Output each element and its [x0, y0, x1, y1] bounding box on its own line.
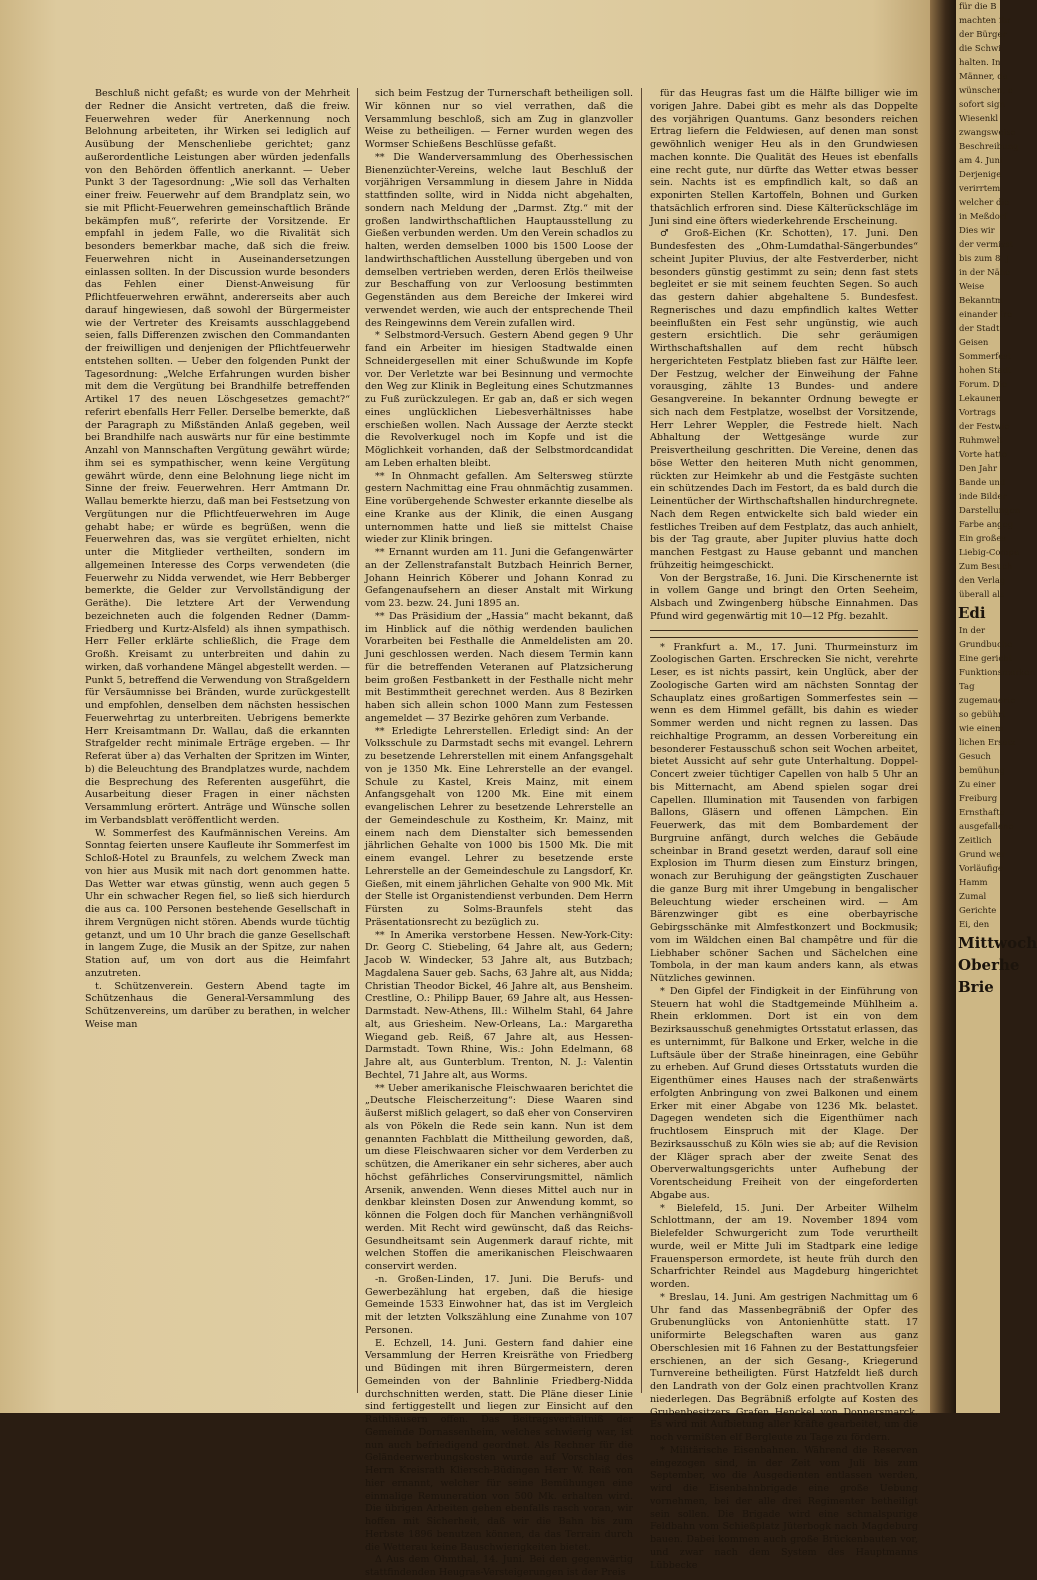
article-ohmthal-cont: für das Heugras fast um die Hälfte billiger wie im vorigen Jahre. Dabei gibt es mehr als das Doppelte des vorjährigen Quantums. Ganz besonders reichen Ertrag liefern die Feldwiesen, auf denen man sonst gewöhnlich weniger Heu als in den Grundwiesen machen konnte. Die Qualität des Heues ist ebenfalls eine recht gute, nur dürfte das Wetter etwas besser sein. Nachts ist es empfindlich kalt, so daß an exponirten Stellen Kartoffeln, Bohnen und Gurken thatsächlich erfroren sind. Diese Kälterückschläge im Juni sind eine öfters wiederkehrende Erscheinung. [650, 88, 918, 227]
adjacent-page-line: Eine gericht [959, 654, 1013, 664]
adjacent-page-line: machten ihr [959, 16, 1012, 26]
adjacent-page-line: Gerichte [959, 906, 997, 916]
section-heading-miscellaneous [650, 630, 918, 638]
adjacent-page-line: Hamm [959, 878, 988, 888]
article-fainting: ** In Ohnmacht gefallen. Am Seltersweg stürzte gestern Nachmittag eine Frau ohnmächtig zusammen. Eine vorübergehende Schwester erkannte dieselbe als eine Kranke aus der Klinik, die einen Ausgang unternommen hatte und ließ sie mittelst Chaise wieder zur Klinik bringen. [365, 470, 633, 546]
article-beekeepers: ** Die Wanderversammlung des Oberhessischen Bienenzüchter-Vereins, welche laut Beschluß der vorjährigen Versammlung in diesem Jahre in Nidda stattfinden sollte, wird in Nidda nicht abgehalten, sondern nach Meldung der „Darmst. Ztg.“ mit der großen landwirthschaftlichen Hauptausstellung zu Gießen verbunden werden. Um den Verein schadlos zu halten, werden demselben 1000 bis 1500 Loose der landwirthschaftlichen Ausstellung übergeben und von demselben vertrieben werden, deren Erlös theilweise zur Beschaffung von zur Verloosung bestimmten Gegenständen aus dem Bereiche der Imkerei wird verwendet werden, wie auch der entsprechende Theil des Reingewinns dem Verein zufallen wird. [365, 151, 633, 329]
adjacent-page-line: Freiburg [959, 794, 998, 804]
adjacent-page-line: der Festwie [959, 422, 1010, 432]
adjacent-page-line: einander fre [959, 310, 1013, 320]
article-military-railways: * Militärische Eisenbahnen. Während die Reserven eingezogen sind, in der Zeit vom Juli bis zum September, wo die Ausgedienten entlassen werden, wird die Eisenbahnbrigade eine große Uebung vornehmen, bei der alle drei Regimenter betheiligt sein sollen. Die Brigade wird eine schmalspurige Feldbahn vom Schießplatz Jüterbogk nach Magdeburg bauen. Dabei kommen auch große Brückenbauten vor, und zwar nach dem System des Hauptmanns Lübbecke [650, 1444, 918, 1571]
article-american-meat: ** Ueber amerikanische Fleischwaaren berichtet die „Deutsche Fleischerzeitung“: Diese Waaren sind äußerst mißlich gelagert, so daß eher von Conserviren als von Pökeln die Rede sein kann. Nun ist dem genannten Fachblatt die Mittheilung geworden, daß, um diese Fleischwaaren sicher vor dem Verderben zu schützen, die Amerikaner ein sehr sicheres, aber auch höchst gefährliches Conservirungsmittel, nämlich Arsenik, anwenden. Wenn dieses Mittel auch nur in denkbar kleinsten Dosen zur Anwendung kommt, so können die Folgen doch für Manchen verhängnißvoll werden. Mit Recht wird gewünscht, daß das Reichs-Gesundheitsamt sein Augenmerk darauf richte, mit welchen Stoffen die amerikanischen Fleischwaaren conservirt werden. [365, 1082, 633, 1272]
column-2 [365, 88, 633, 1578]
adjacent-page-line: Vortrags [959, 408, 996, 418]
adjacent-page-line: zwangsweise [959, 128, 1016, 138]
article-shooting-club: t. Schützenverein. Gestern Abend tagte im Schützenhaus die General-Versammlung des Schützenvereins, um darüber zu berathen, in welcher Weise man [85, 980, 350, 1030]
adjacent-page-line: Beschreibung [959, 142, 1019, 152]
article-shooting-club-cont: sich beim Festzug der Turnerschaft betheiligen soll. Wir können nur so viel verrathen, daß die Versammlung beschloß, sich am Zug in glanzvoller Weise zu betheiligen. — Ferner wurden wegen des Wormser Schießens Beschlüsse gefaßt. [365, 88, 633, 150]
adjacent-page-line: verirrtem [959, 184, 1001, 194]
article-appointed: ** Ernannt wurden am 11. Juni die Gefangenwärter an der Zellenstrafanstalt Butzbach Heinrich Berner, Johann Heinrich Köberer und Johann Konrad zu Gefangenaufsehern an dieser Anstalt mit Wirkung vom 23. bezw. 24. Juni 1895 an. [365, 547, 633, 609]
article-deceased-hessians: ** In Amerika verstorbene Hessen. New-York-City: Dr. Georg C. Stiebeling, 64 Jahre alt, aus Gedern; Jacob W. Windecker, 53 Jahre alt, aus Butzbach; Magdalena Sauer geb. Sachs, 63 Jahre alt, aus Nidda; Christian Theodor Bickel, 46 Jahre alt, aus Bensheim. Crestline, O.: Philipp Bauer, 69 Jahre alt, aus Hessen-Darmstadt. New-Athens, Ill.: Wilhelm Stahl, 64 Jahre alt, aus Griesheim. New-Orleans, La.: Margaretha Wiegand geb. Reiß, 67 Jahre alt, aus Hessen-Darmstadt. Town Rhine, Wis.: John Edelmann, 68 Jahre alt, aus Gunterblum. Trenton, N. J.: Valentin Bechtel, 71 Jahre alt, aus Worms. [365, 929, 633, 1081]
adjacent-page-line: Dies wir [959, 226, 995, 236]
adjacent-page-line: am 4. Juni [959, 156, 1003, 166]
adjacent-page-heading: Mittwoch [958, 934, 1037, 952]
adjacent-page-line: Grundbuche [959, 640, 1013, 650]
binding-gutter [930, 0, 958, 1413]
adjacent-page-line: hohen Stadt [959, 366, 1012, 376]
adjacent-page-line: Lekaunen [959, 394, 1002, 404]
adjacent-page-heading: Brie [958, 978, 994, 996]
adjacent-page-line: Farbe angeg [959, 520, 1014, 530]
article-bielefeld: * Bielefeld, 15. Juni. Der Arbeiter Wilhelm Schlottmann, der am 19. November 1894 vom Bielefelder Schwurgericht zum Tode verurtheilt wurde, weil er Mitte Juli im Stadtpark eine ledige Frauensperson ermordete, ist heute früh durch den Scharfrichter Reindel aus Magdeburg hingerichtet worden. [650, 1202, 918, 1290]
adjacent-page-line: inde Bilder [959, 492, 1007, 502]
article-bergstrasse: Von der Bergstraße, 16. Juni. Die Kirschenernte ist in vollem Gange und bringt den Orten Seeheim, Alsbach und Zwingenberg hübsche Einnahmen. Das Pfund wird gegenwärtig mit 10—12 Pfg. bezahlt. [650, 572, 918, 622]
adjacent-page-line: Den Jahr [959, 464, 998, 474]
adjacent-page-line: halten. In [959, 58, 1001, 68]
adjacent-page-edge [956, 0, 1037, 1413]
adjacent-page-line: Ein großes [959, 534, 1006, 544]
adjacent-page-line: der Bürger [959, 30, 1007, 40]
adjacent-page-line: wünschen, e [959, 86, 1013, 96]
adjacent-page-line: Darstellungen [959, 506, 1021, 516]
adjacent-page-line: so gebührt [959, 710, 1006, 720]
adjacent-page-text-mid [956, 624, 1035, 932]
column-3 [650, 88, 918, 1571]
adjacent-page-line: Zu einer [959, 780, 996, 790]
adjacent-page-line: Vorläufige [959, 864, 1003, 874]
adjacent-page-line: Liebig-Compa [959, 548, 1020, 558]
adjacent-page-line: bemühung [959, 766, 1005, 776]
column-divider [357, 88, 358, 1393]
adjacent-page-line: Funktionsmarken [959, 668, 1035, 678]
adjacent-page-line: den Verlag [959, 576, 1006, 586]
adjacent-page-line: Gesuch [959, 752, 991, 762]
adjacent-page-line: Ruhmwelt [959, 436, 1003, 446]
adjacent-page-line: Ei, den [959, 920, 990, 930]
adjacent-page-line: Weise [959, 282, 985, 292]
adjacent-page-heading: Oberhe [958, 956, 1020, 974]
adjacent-page-line: in Meßdorf [959, 212, 1008, 222]
adjacent-page-line: Grund wer [959, 850, 1006, 860]
adjacent-page-line: sofort sign [959, 100, 1005, 110]
adjacent-page-heading: Edi [958, 604, 986, 622]
adjacent-page-line: zugemauerte [959, 696, 1016, 706]
article-merchant-summer-fest: W. Sommerfest des Kaufmännischen Vereins. Am Sonntag feierten unsere Kaufleute ihr Sommerfest im Schloß-Hotel zu Braunfels, zu welchem Zweck man von hier aus Musik mit nach dort genommen hatte. Das Wetter war etwas günstig, wenn auch gegen 5 Uhr ein schwacher Regen fiel, so ließ sich hierdurch die aus ca. 100 Personen bestehende Gesellschaft in ihrem Vergnügen nicht stören. Abends wurde tüchtig getanzt, und um 10 Uhr brach die ganze Gesellschaft in langem Zuge, die Musik an der Spitze, zur nahen Station auf, um von dort aus die Heimfahrt anzutreten. [85, 827, 350, 979]
adjacent-page-line: Zumal [959, 892, 987, 902]
adjacent-page-line: Zum Besuch [959, 562, 1013, 572]
adjacent-page-line: Wiesenkl [959, 114, 999, 124]
adjacent-page-line: Ernsthafte [959, 808, 1005, 818]
adjacent-page-line: für die B [959, 2, 997, 12]
adjacent-page-line: überall als [959, 590, 1005, 600]
adjacent-page-line: Geisen [959, 338, 989, 348]
adjacent-page-line: die Schwi [959, 44, 1001, 54]
article-muehlheim: * Den Gipfel der Findigkeit in der Einführung von Steuern hat wohl die Stadtgemeinde Mühlheim a. Rhein erklommen. Dort ist ein von dem Bezirksausschuß genehmigtes Ortsstatut erlassen, das es unternimmt, für Balkone und Erker, welche in die Luftsäule über der Straße hineinragen, eine Gebühr zu erheben. Auf Grund dieses Ortsstatuts wurden die Eigenthümer eines Hauses nach der straßenwärts erfolgten Anbringung von zwei Balkonen und einem Erker mit einer Abgabe von 1236 Mk. belastet. Dagegen wendeten sich die Eigenthümer nach fruchtlosem Einspruch mit der Klage. Der Bezirksausschuß zu Köln wies sie ab; auf die Revision der Kläger sprach aber der zweite Senat des Oberverwaltungsgerichts unter Aufhebung der Vorentscheidung Freiheit von der eingeforderten Abgabe aus. [650, 985, 918, 1201]
article-gross-eichen: ♂ Groß-Eichen (Kr. Schotten), 17. Juni. Den Bundesfesten des „Ohm-Lumdathal-Sängerbundes“ scheint Jupiter Pluvius, der alte Festverderber, nicht besonders günstig gestimmt zu sein; denn fast stets begleitet er sie mit seinem feuchten Segen. So auch das gestern dahier abgehaltene 5. Bundesfest. Regnerisches und dazu empfindlich kaltes Wetter beeinflußten ein Fest sehr ungünstig, wie auch gestern ersichtlich. Die sehr geräumigen Wirthschaftshallen auf dem recht hübsch hergerichteten Festplatz blieben fast zur Hälfte leer. Der Festzug, welcher der Einweihung der Fahne vorausging, zählte 13 Bundes- und andere Gesangvereine. In bekannter Ordnung bewegte er sich nach dem Festplatze, woselbst der Vorsitzende, Herr Lehrer Weppler, die Festrede hielt. Nach Abhaltung der Wettgesänge wurde zur Preisvertheilung geschritten. Die Vereine, denen das böse Wetter den heiteren Muth nicht genommen, rückten zur Heimkehr ab und die Festgäste suchten ein schützendes Dach im Festort, da es bald durch die Leinentücher der Wirthschaftshallen hindurchregnete. Nach dem Regen entwickelte sich bald wieder ein festliches Treiben auf dem Festplatz, das auch anhielt, bis der Tag graute, aber Jupiter pluvius hatte doch manchen Festgast zu Hause gebannt und manchen frühzeitig heimgeschickt. [650, 228, 918, 571]
adjacent-page-line: welcher die [959, 198, 1010, 208]
article-hassia: ** Das Präsidium der „Hassia“ macht bekannt, daß im Hinblick auf die nöthig werdenden baulichen Vorarbeiten bei Festhalle die Anmeldelisten am 20. Juni geschlossen werden. Nach diesem Termin kann für die betreffenden Veteranen auf Platzsicherung beim großen Festbankett in der Festhalle nicht mehr mit Bestimmtheit gerechnet werden. Aus 8 Bezirken haben sich allein schon 1000 Mann zum Festessen angemeldet — 37 Bezirke gehören zum Verbande. [365, 610, 633, 724]
adjacent-page-line: ausgefallene [959, 822, 1014, 832]
adjacent-page-line: der Stadt [959, 324, 1000, 334]
article-fire-brigade-meeting: Beschluß nicht gefaßt; es wurde von der Mehrheit der Redner die Ansicht vertreten, daß die freiw. Feuerwehren weder für Anerkennung noch Belohnung arbeiteten, ihr Wirken sei lediglich auf Ausübung der Menschenliebe gerichtet; ganz außerordentliche Leistungen aber würden jedenfalls von den Behörden öffentlich anerkannt. — Ueber Punkt 3 der Tagesordnung: „Wie soll das Verhalten einer freiw. Feuerwehr auf dem Brandplatz sein, wo sie mit Pflicht-Feuerwehren gemeinschaftlich Brände bekämpfen muß“, referirte der Vorsitzende. Er empfahl in jedem Falle, wo die Rivalität sich besonders bemerkbar mache, daß sich die freiw. Feuerwehren nicht in Auseinandersetzungen einlassen sollten. In der Discussion wurde besonders das Fehlen einer Dienst-Anweisung für Pflichtfeuerwehren erwähnt, andererseits aber auch darauf hingewiesen, daß sowohl der Bürgermeister wie der Vertreter des Kreisamts ausschlaggebend seien, falls Differenzen zwischen den Commandanten der freiwilligen und denjenigen der Pflichtfeuerwehr entstehen sollten. — Ueber den folgenden Punkt der Tagesordnung: „Welche Erfahrungen wurden bisher mit dem die Vergütung bei Brandhilfe betreffenden Artikel 17 des neuen Löschgesetzes gemacht?“ referirt ebenfalls Herr Feller. Derselbe bemerkte, daß der Paragraph zu Mißständen Anlaß gegeben, weil bei Brandhilfe nach auswärts nur für eine bestimmte Anzahl von Mannschaften Vergütung gewährt würde; ihm sei es sympathischer, wenn keine Vergütung gewährt würde, denn eine Belohnung liege nicht im Sinne der freiw. Feuerwehren. Herr Amtmann Dr. Wallau bemerkte hierzu, daß man bei Festsetzung von Vergütungen nur die Pflichtfeuerwehren im Auge gehabt habe; er würde es begrüßen, wenn die Feuerwehren das, was sie vergütet erhielten, nicht unter die Mitglieder vertheilten, sondern im allgemeinen Interesse des Corps verwendeten (die Feuerwehr zu Nidda verwendet, wie Herr Bebberger bemerkte, die Gelder zur Vervollständigung der Geräthe). Die letztere Art der Verwendung bezeichneten auch die folgenden Redner (Damm-Friedberg und Kurtz-Alsfeld) als ihnen sympathisch. Herr Feller erklärte schließlich, die Frage dem Großh. Kreisamt zu unterbreiten und dahin zu wirken, daß vorhandene Mängel abgestellt werden. — Punkt 5, betreffend die Verwendung von Straßgeldern für Versäumnisse bei Bränden, wurde zurückgestellt und empfohlen, denselben dem nächsten hessischen Feuerwehrtag zu unterbreiten. Uebrigens bemerkte Herr Kreisamtmann Dr. Wallau, daß die erkannten Strafgelder recht minimale Erträge ergeben. — Ihr Referat über a) das Verhalten der Spritzen im Winter, b) die Beleuchtung des Brandplatzes wurde, nachdem die Besprechung des Referenten ausgeführt, die Ausarbeitung dieser Fragen in einer nächsten Versammlung erörtert. Anträge und Wünsche sollen im Verbandsblatt veröffentlicht werden. [85, 88, 350, 826]
article-suicide-attempt: * Selbstmord-Versuch. Gestern Abend gegen 9 Uhr fand ein Arbeiter im hiesigen Stadtwalde einen Schneidergesellen mit einer Schußwunde im Kopfe vor. Der Verletzte war bei Besinnung und vermochte den Weg zur Klinik in Begleitung eines Schutzmannes zu Fuß zurückzulegen. Er gab an, daß er sich wegen eines unglücklichen Liebesverhältnisses habe erschießen wollen. Nach Aussage der Aerzte steckt die Revolverkugel noch im Kopfe und ist die Möglichkeit vorhanden, daß der Selbstmordcandidat am Leben erhalten bleibt. [365, 330, 633, 469]
adjacent-page-line: Männer, da [959, 72, 1008, 82]
adjacent-page-line: Zeitlich [959, 836, 992, 846]
adjacent-page-line: Forum. Die [959, 380, 1008, 390]
column-1 [85, 88, 350, 1393]
article-breslau: * Breslau, 14. Juni. Am gestrigen Nachmittag um 6 Uhr fand das Massenbegräbniß der Opfer des Grubenunglücks von Antonienhütte statt. 17 uniformirte Belegschaften waren aus ganz Oberschlesien mit 16 Fahnen zu der Bestattungsfeier erschienen, an der sich Gesang-, Kriegerund Turnvereine betheiligten. Fürst Hatzfeldt ließ durch den Landrath von der Golz einen prachtvollen Kranz niederlegen. Das Begräbniß erfolgte auf Kosten des Grubenbesitzers Grafen Henckel von Donnersmarck. Es wird mit Aufbietung aller Kräfte gearbeitet, um die noch vermißten elf Bergleute zu Tage zu fördern. [650, 1291, 918, 1443]
article-frankfurt: * Frankfurt a. M., 17. Juni. Thurmeinsturz im Zoologischen Garten. Erschrecken Sie nicht, verehrte Leser, es ist nichts passirt, kein Unglück, aber der Zoologische Garten wird am nächsten Sonntag der Schauplatz eines großartigen Sommerfestes sein — wenn es dem Himmel gefällt, bis dahin es wieder Sommer werden und nicht regnen zu lassen. Das reichhaltige Programm, an dessen Vorbereitung ein besonderer Festausschuß schon seit Wochen arbeitet, bietet Aussicht auf sehr gute Unterhaltung. Doppel-Concert zweier tüchtiger Capellen von halb 5 Uhr an bis Mitternacht, am Abend spielen sogar drei Capellen. Illumination mit Tausenden von farbigen Ballons, Gläsern und offenen Lämpchen. Ein Feuerwerk, das mit dem Bombardement der Burgruine anfängt, durch welches die Gebäude scheinbar in Brand gesetzt werden, darauf soll eine Explosion im Thurm diesen zum Einsturz bringen, wonach zur Beruhigung der geängstigten Zuschauer die ganze Burg mit ihrer Umgebung in bengalischer Beleuchtung wieder erscheinen wird. — Am Bärenzwinger gibt es eine oberbayrische Gebirgsschänke mit Almfestkonzert und Bockmusik; vom im Wäldchen einen Bal champêtre und für die Liebhaber schöner Sachen und Sächelchen eine Tombola, in der man kaum anders kann, als etwas Nützliches gewinnen. [650, 641, 918, 984]
adjacent-page-line: Tag [959, 682, 975, 692]
article-teacher-posts: ** Erledigte Lehrerstellen. Erledigt sind: An der Volksschule zu Darmstadt sechs mit evangel. Lehrern zu besetzende Lehrerstellen mit einem Anfangsgehalt von je 1350 Mk. Eine Lehrerstelle an der evangel. Schule zu Kastel, Kreis Mainz, mit einem Anfangsgehalt von 1200 Mk. Eine mit einem evangelischen Lehrer zu besetzende Lehrerstelle an der Gemeindeschule zu Kostheim, Kr. Mainz, mit einem nach dem Dienstalter sich bemessenden jährlichen Gehalte von 1000 bis 1500 Mk. Die mit einem evangel. Lehrer zu besetzende erste Lehrerstelle an der Gemeindeschule zu Langsdorf, Kr. Gießen, mit einem jährlichen Gehalte von 900 Mk. Mit der Stelle ist Organistendienst verbunden. Dem Herrn Fürsten zu Solms-Braunfels steht das Präsentationsrecht zu bezüglich zu. [365, 725, 633, 928]
article-ohmthal: Δ Aus dem Ohmthal, 14. Juni. Bei den gegenwärtig stattfindenden Heugras-Versteigerungen ist der Preis [365, 1554, 633, 1578]
adjacent-page-line: Sommerfest [959, 352, 1012, 362]
adjacent-page-line: wie einem [959, 724, 1004, 734]
adjacent-page-line: der vermisst [959, 240, 1014, 250]
adjacent-page-line: Derjenige [959, 170, 1002, 180]
adjacent-page-line: lichen Ersatz [959, 738, 1016, 748]
article-grossen-linden: -n. Großen-Linden, 17. Juni. Die Berufs- und Gewerbezählung hat ergeben, daß die hiesige Gemeinde 1533 Einwohner hat, das ist im Vergleich mit der letzten Volkszählung eine Zunahme von 107 Personen. [365, 1273, 633, 1336]
adjacent-page-line: In der [959, 626, 986, 636]
adjacent-page-line: Bekanntm [959, 296, 1003, 306]
adjacent-page-line: bis zum 8. J [959, 254, 1010, 264]
adjacent-page-line: Vorte hatte [959, 450, 1008, 460]
adjacent-page-text-top [956, 0, 1021, 602]
article-echzell: E. Echzell, 14. Juni. Gestern fand dahier eine Versammlung der Herren Kreisräthe von Friedberg und Büdingen mit ihren Bürgermeistern, deren Gemeinden von der Bahnlinie Friedberg-Nidda durchschnitten werden, statt. Die Pläne dieser Linie sind fertiggestellt und liegen zur Einsicht auf den Rathhäusern offen. Das Beitragsverhältniß der Gemeinde Dornassenheim, welches schwierig war, ist nun auch befriedigend geordnet. Als Rechner für die Geländeerwerbungskosten wurde auf Vorschlag des Herrn Kreisrath Kliersch-Büdingen Herr W. Reiß von hier ernannt, welcher für seine Bemühungen eine einmalige Remuneration von 500 Mk. erhalten wird. Die übrigen Arbeiten gehen ebenfalls rasch voran, wir hoffen mit Sicherheit, daß wir die Bahn bis zum Herbste 1896 benutzen können, da das Terrain durch die Wetterau keine Bauschwierigkeiten bietet. [365, 1337, 633, 1553]
column-divider [641, 88, 642, 1393]
adjacent-page-line: in der Nähe [959, 268, 1011, 278]
adjacent-page-line: Bande und [959, 478, 1006, 488]
